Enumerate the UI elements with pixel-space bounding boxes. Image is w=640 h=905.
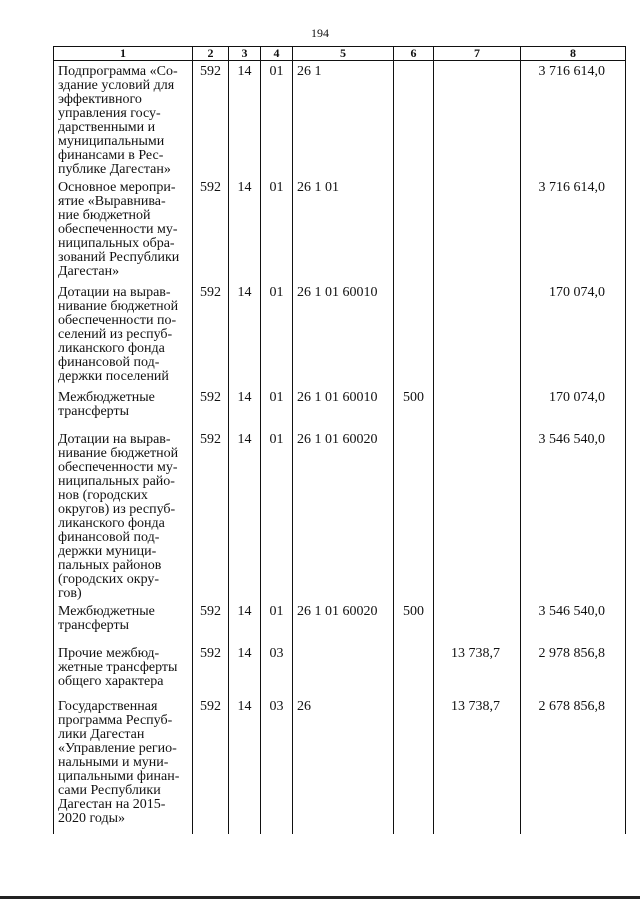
amount-col7-cell — [434, 177, 521, 282]
description-line: Дагестан» — [58, 264, 120, 279]
expense-type-cell — [394, 61, 434, 178]
target-article-cell: 26 1 01 60010 — [293, 282, 394, 387]
section-code-cell: 14 — [229, 282, 261, 387]
column-header: 2 — [193, 47, 229, 61]
target-article-cell: 26 1 01 60020 — [293, 429, 394, 601]
table-row — [54, 429, 626, 601]
table-row — [54, 61, 626, 178]
ministry-code-cell: 592 — [193, 282, 229, 387]
amount-col7-cell — [434, 282, 521, 387]
section-code-cell: 14 — [229, 387, 261, 429]
section-code-cell: 14 — [229, 696, 261, 834]
description-line: ние бюджетной — [58, 208, 151, 223]
column-header: 7 — [434, 47, 521, 61]
description-line: Прочие межбюд- — [58, 646, 160, 661]
description-line: гов) — [58, 586, 82, 601]
amount-col8-cell: 3 546 540,0 — [521, 429, 626, 601]
table-row — [54, 643, 626, 696]
subsection-code-cell: 01 — [261, 387, 293, 429]
description-line: нивание бюджетной — [58, 299, 179, 314]
subsection-code-cell: 01 — [261, 429, 293, 601]
description-line: финансовой под- — [58, 355, 160, 370]
description-line: сами Республики — [58, 783, 161, 798]
table-row — [54, 696, 626, 834]
description-line: обеспеченности му- — [58, 222, 178, 237]
item-description — [54, 177, 193, 282]
ministry-code-cell: 592 — [193, 601, 229, 643]
description-line: «Управление регио- — [58, 741, 177, 756]
description-line: Дагестан на 2015- — [58, 797, 166, 812]
table-row — [54, 282, 626, 387]
amount-col8-cell: 3 716 614,0 — [521, 177, 626, 282]
column-header: 8 — [521, 47, 626, 61]
description-line: управления госу- — [58, 106, 161, 121]
column-header: 5 — [293, 47, 394, 61]
description-line: программа Респуб- — [58, 713, 173, 728]
item-description — [54, 429, 193, 601]
section-code-cell: 14 — [229, 61, 261, 178]
column-header: 6 — [394, 47, 434, 61]
subsection-code-cell: 03 — [261, 643, 293, 696]
description-line: (городских окру- — [58, 572, 160, 587]
description-line: здание условий для — [58, 78, 175, 93]
bottom-scan-edge — [0, 896, 640, 899]
description-line: зований Республики — [58, 250, 180, 265]
description-line: Подпрограмма «Со- — [58, 64, 178, 79]
section-code-cell: 14 — [229, 429, 261, 601]
section-code-cell: 14 — [229, 643, 261, 696]
column-header: 3 — [229, 47, 261, 61]
target-article-cell: 26 1 01 60020 — [293, 601, 394, 643]
subsection-code-cell: 01 — [261, 282, 293, 387]
description-line: финансовой под- — [58, 530, 160, 545]
target-article-cell: 26 1 01 60010 — [293, 387, 394, 429]
ministry-code-cell: 592 — [193, 387, 229, 429]
description-line: ниципальных райо- — [58, 474, 175, 489]
description-line: 2020 годы» — [58, 811, 126, 826]
table-row — [54, 601, 626, 643]
description-line: лики Дагестан — [58, 727, 145, 742]
description-line: Дотации на вырав- — [58, 285, 171, 300]
ministry-code-cell: 592 — [193, 643, 229, 696]
description-line: ятие «Выравнива- — [58, 194, 166, 209]
amount-col8-cell: 3 716 614,0 — [521, 61, 626, 178]
description-line: общего характера — [58, 674, 164, 689]
target-article-cell: 26 — [293, 696, 394, 834]
amount-col7-cell — [434, 429, 521, 601]
section-code-cell: 14 — [229, 177, 261, 282]
description-line: трансферты — [58, 618, 130, 633]
ministry-code-cell: 592 — [193, 696, 229, 834]
description-line: округов) из респуб- — [58, 502, 176, 517]
description-line: эффективного — [58, 92, 142, 107]
description-line: селений из респуб- — [58, 327, 173, 342]
description-line: Межбюджетные — [58, 604, 155, 619]
description-line: дарственными и — [58, 120, 156, 135]
amount-col8-cell: 170 074,0 — [521, 282, 626, 387]
description-line: жетные трансферты — [58, 660, 178, 675]
amount-col8-cell: 2 678 856,8 — [521, 696, 626, 834]
amount-col7-cell — [434, 601, 521, 643]
table-header — [54, 47, 626, 61]
item-description — [54, 282, 193, 387]
description-line: муниципальными — [58, 134, 165, 149]
item-description — [54, 696, 193, 834]
description-line: держки муници- — [58, 544, 157, 559]
description-line: нивание бюджетной — [58, 446, 179, 461]
target-article-cell: 26 1 01 — [293, 177, 394, 282]
description-line: Основное меропри- — [58, 180, 176, 195]
subsection-code-cell: 01 — [261, 177, 293, 282]
table-row — [54, 177, 626, 282]
item-description — [54, 601, 193, 643]
budget-table — [53, 46, 626, 834]
column-header: 4 — [261, 47, 293, 61]
expense-type-cell: 500 — [394, 387, 434, 429]
ministry-code-cell: 592 — [193, 429, 229, 601]
description-line: нов (городских — [58, 488, 148, 503]
description-line: ликанского фонда — [58, 516, 165, 531]
table-body — [54, 61, 626, 835]
ministry-code-cell: 592 — [193, 177, 229, 282]
expense-type-cell: 500 — [394, 601, 434, 643]
description-line: ликанского фонда — [58, 341, 165, 356]
target-article-cell — [293, 643, 394, 696]
description-line: ниципальных обра- — [58, 236, 175, 251]
target-article-cell: 26 1 — [293, 61, 394, 178]
section-code-cell: 14 — [229, 601, 261, 643]
description-line: публике Дагестан» — [58, 162, 171, 177]
expense-type-cell — [394, 282, 434, 387]
description-line: финансами в Рес- — [58, 148, 164, 163]
amount-col7-cell: 13 738,7 — [434, 643, 521, 696]
expense-type-cell — [394, 696, 434, 834]
description-line: Межбюджетные — [58, 390, 155, 405]
description-line: ципальными финан- — [58, 769, 180, 784]
amount-col8-cell: 2 978 856,8 — [521, 643, 626, 696]
description-line: Дотации на вырав- — [58, 432, 171, 447]
item-description — [54, 61, 193, 178]
amount-col7-cell — [434, 61, 521, 178]
amount-col8-cell: 3 546 540,0 — [521, 601, 626, 643]
description-line: обеспеченности по- — [58, 313, 177, 328]
subsection-code-cell: 01 — [261, 601, 293, 643]
column-header: 1 — [54, 47, 193, 61]
subsection-code-cell: 01 — [261, 61, 293, 178]
subsection-code-cell: 03 — [261, 696, 293, 834]
table-row — [54, 387, 626, 429]
item-description — [54, 643, 193, 696]
expense-type-cell — [394, 429, 434, 601]
amount-col7-cell — [434, 387, 521, 429]
expense-type-cell — [394, 177, 434, 282]
description-line: Государственная — [58, 699, 158, 714]
description-line: обеспеченности му- — [58, 460, 178, 475]
description-line: держки поселений — [58, 369, 169, 384]
description-line: нальными и муни- — [58, 755, 169, 770]
ministry-code-cell: 592 — [193, 61, 229, 178]
expense-type-cell — [394, 643, 434, 696]
item-description — [54, 387, 193, 429]
page-number: 194 — [311, 26, 329, 40]
amount-col7-cell: 13 738,7 — [434, 696, 521, 834]
amount-col8-cell: 170 074,0 — [521, 387, 626, 429]
description-line: пальных районов — [58, 558, 162, 573]
description-line: трансферты — [58, 404, 130, 419]
